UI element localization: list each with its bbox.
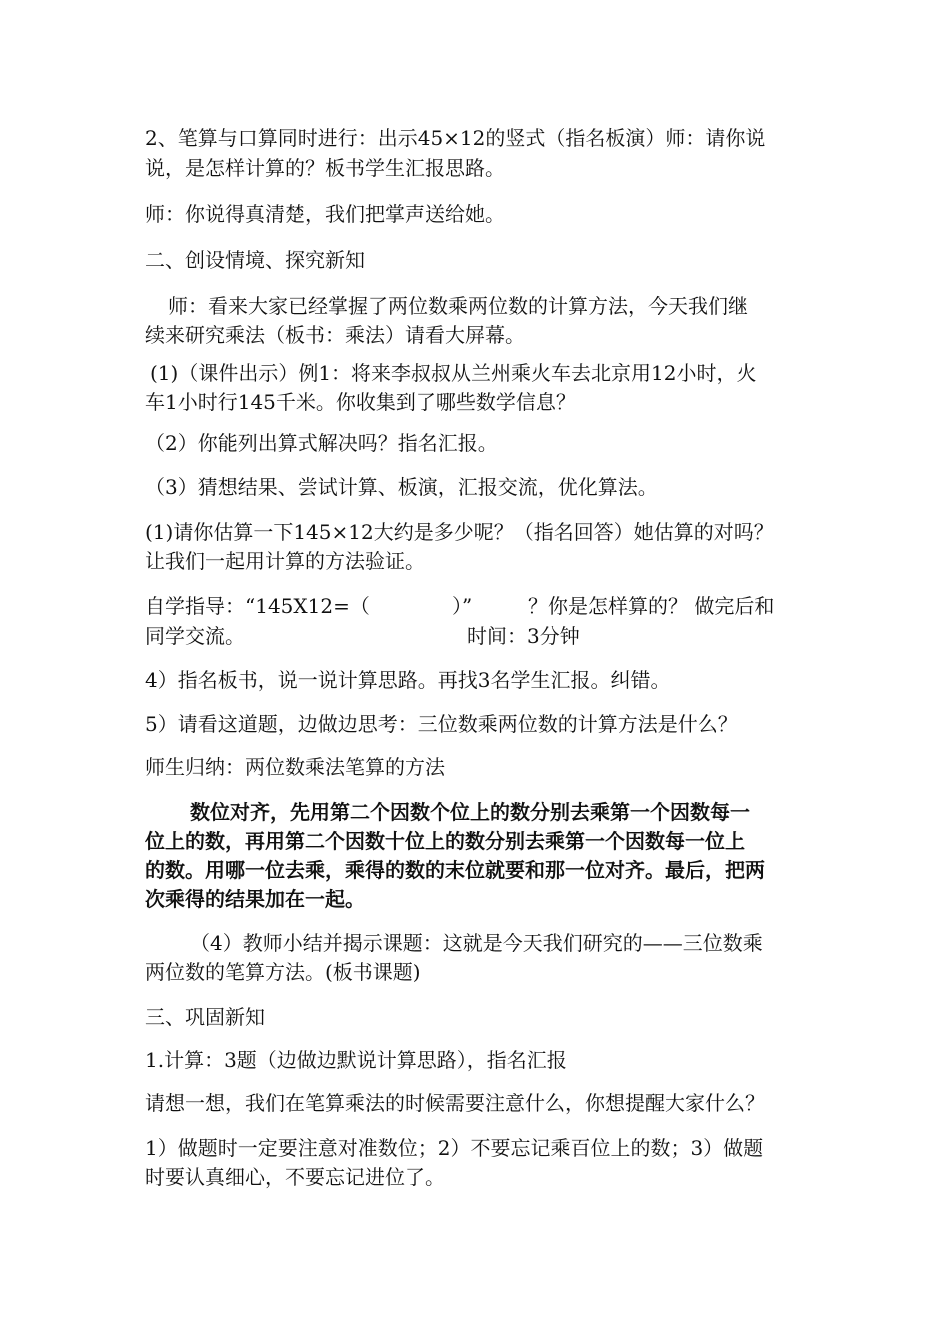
text-line: 车1小时行145千米。你收集到了哪些数学信息？ [145,390,576,414]
self-study-guide-question: ？你是怎样算的？ 做完后和 [528,594,775,618]
method-summary-line: 的数。用哪一位去乘，乘得的数的末位就要和那一位对齐。最后，把两 [145,858,765,882]
section-heading: 二、创设情境、探究新知 [145,248,365,272]
text-line: 2、笔算与口算同时进行：出示45×12的竖式（指名板演）师：请你说 [145,126,766,150]
text-line: (1)请你估算一下145×12大约是多少呢？（指名回答）她估算的对吗？ [145,520,774,544]
text-line: (1)（课件出示）例1：将来李叔叔从兰州乘火车去北京用12小时，火 [150,361,757,385]
text-line: 4）指名板书，说一说计算思路。再找3名学生汇报。纠错。 [145,668,671,692]
self-study-guide-blank-close: ）” [452,594,473,618]
text-line: 同学交流。 [145,624,245,648]
text-line: 让我们一起用计算的方法验证。 [145,549,425,573]
text-line: 师生归纳：两位数乘法笔算的方法 [145,755,445,779]
text-line: 说，是怎样计算的？板书学生汇报思路。 [145,156,505,180]
self-study-guide-label: 自学指导：“145X12=（ [145,594,370,618]
section-heading: 三、巩固新知 [145,1005,265,1029]
text-line: （4）教师小结并揭示课题：这就是今天我们研究的——三位数乘 [190,931,763,955]
text-line: 两位数的笔算方法。(板书课题) [145,960,421,984]
text-line: 1）做题时一定要注意对准数位；2）不要忘记乘百位上的数；3）做题 [145,1136,764,1160]
time-limit: 时间：3分钟 [467,624,580,648]
method-summary-line: 数位对齐，先用第二个因数个位上的数分别去乘第一个因数每一 [190,800,750,824]
text-line: （2）你能列出算式解决吗？指名汇报。 [145,431,498,455]
text-line: 师：你说得真清楚，我们把掌声送给她。 [145,202,505,226]
text-line: 时要认真细心，不要忘记进位了。 [145,1165,445,1189]
text-line: （3）猜想结果、尝试计算、板演，汇报交流，优化算法。 [145,475,658,499]
text-line: 师：看来大家已经掌握了两位数乘两位数的计算方法，今天我们继 [168,294,748,318]
text-line: 1.计算：3题（边做边默说计算思路），指名汇报 [145,1048,567,1072]
text-line: 5）请看这道题，边做边思考：三位数乘两位数的计算方法是什么？ [145,712,738,736]
text-line: 请想一想，我们在笔算乘法的时候需要注意什么，你想提醒大家什么？ [145,1091,765,1115]
method-summary-line: 位上的数，再用第二个因数十位上的数分别去乘第一个因数每一位上 [145,829,745,853]
method-summary-line: 次乘得的结果加在一起。 [145,887,365,911]
text-line: 续来研究乘法（板书：乘法）请看大屏幕。 [145,323,525,347]
